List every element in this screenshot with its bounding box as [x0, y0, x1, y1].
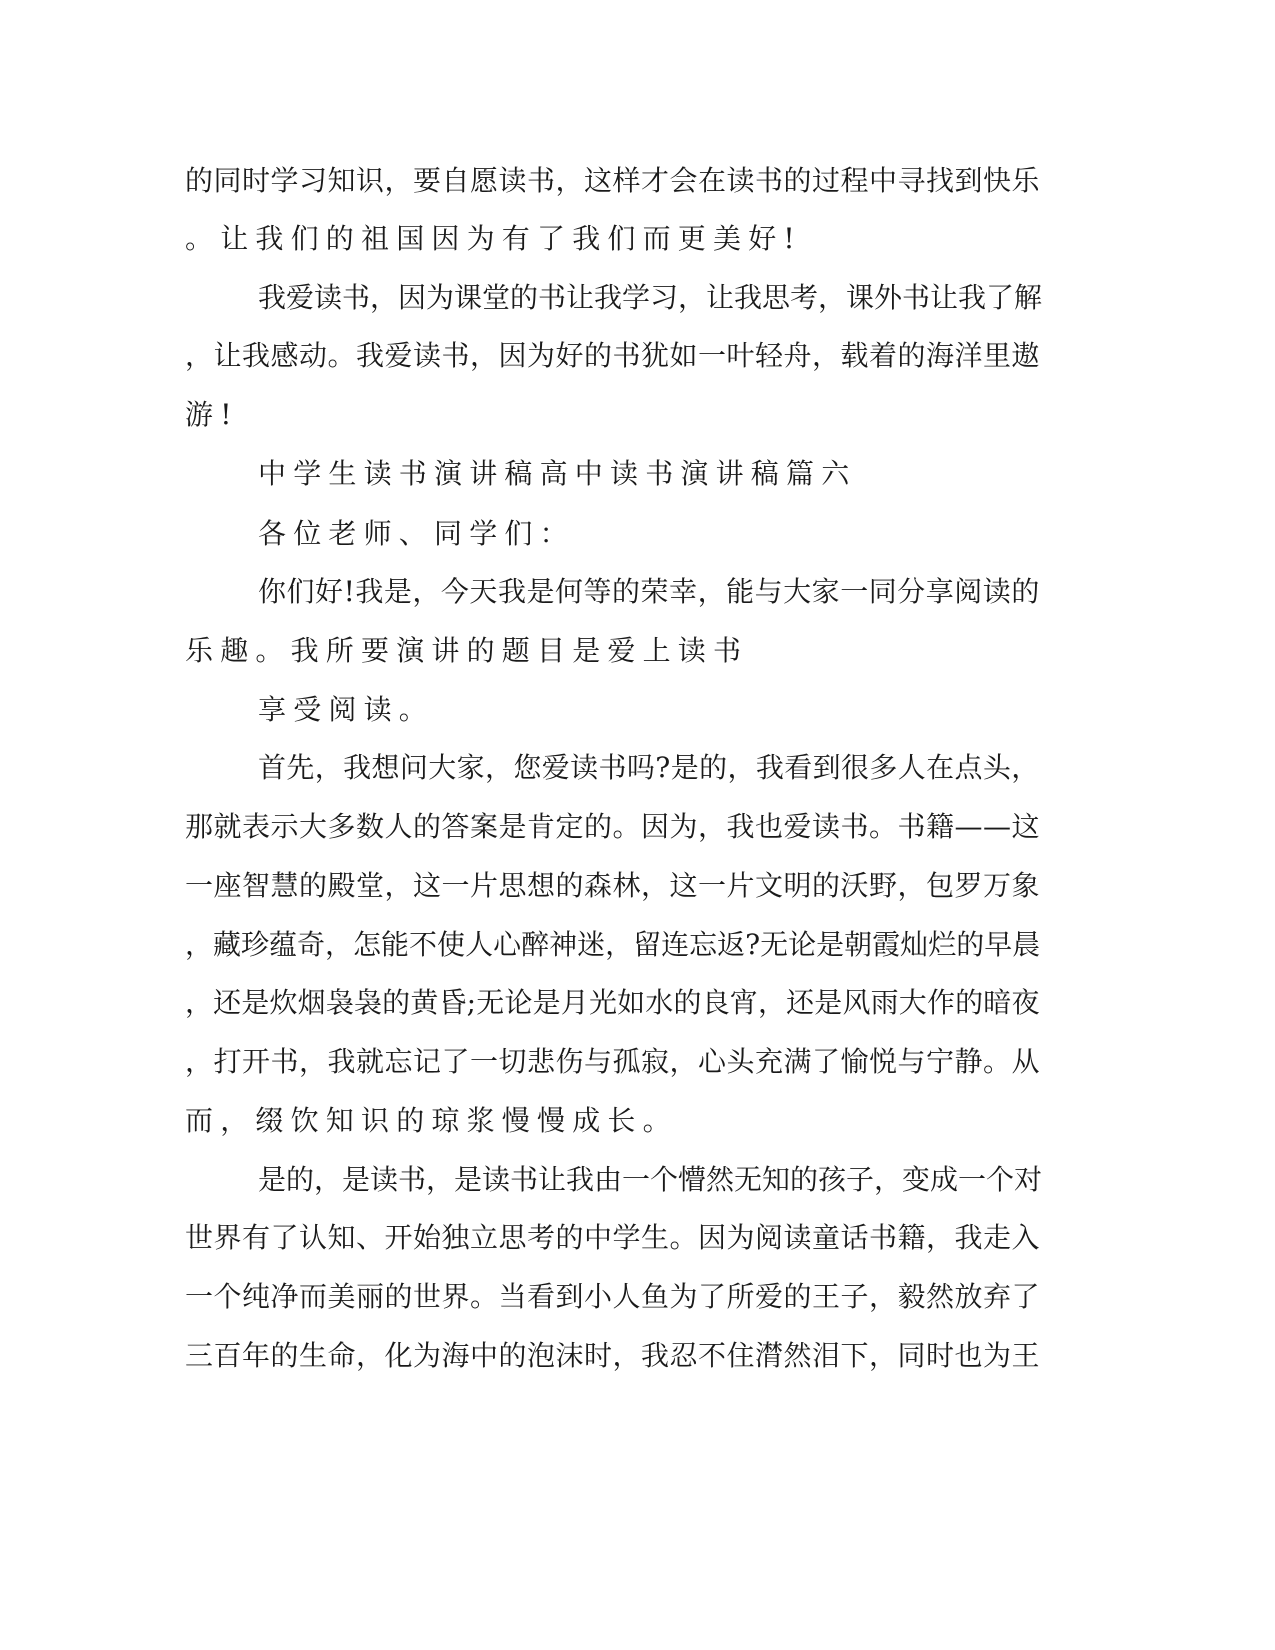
- text-line: 你们好!我是，今天我是何等的荣幸，能与大家一同分享阅读的: [258, 575, 1040, 608]
- text-line: 首先，我想问大家，您爱读书吗?是的，我看到很多人在点头，: [258, 751, 1040, 784]
- text-line: 。让我们的祖国因为有了我们而更美好!: [185, 222, 802, 255]
- text-line: 一个纯净而美丽的世界。当看到小人鱼为了所爱的王子，毅然放弃了: [185, 1280, 1041, 1313]
- text-line: ，还是炊烟袅袅的黄昏;无论是月光如水的良宵，还是风雨大作的暗夜: [185, 986, 1040, 1019]
- text-line: ，打开书，我就忘记了一切悲伤与孤寂，心头充满了愉悦与宁静。从: [185, 1045, 1041, 1078]
- text-line: 世界有了认知、开始独立思考的中学生。因为阅读童话书籍，我走入: [185, 1221, 1041, 1254]
- text-line: 的同时学习知识，要自愿读书，这样才会在读书的过程中寻找到快乐: [185, 164, 1041, 197]
- text-line: 乐趣。我所要演讲的题目是爱上读书: [185, 634, 749, 667]
- salutation: 各位老师、同学们：: [258, 517, 575, 550]
- text-line: 是的，是读书，是读书让我由一个懵然无知的孩子，变成一个对: [258, 1163, 1043, 1196]
- text-line: 那就表示大多数人的答案是肯定的。因为，我也爱读书。书籍——这: [185, 810, 1041, 843]
- text-line: 享受阅读。: [258, 693, 435, 726]
- text-line: 我爱读书，因为课堂的书让我学习，让我思考，课外书让我了解: [258, 281, 1043, 314]
- text-line: ，让我感动。我爱读书，因为好的书犹如一叶轻舟，载着的海洋里遨: [185, 339, 1041, 372]
- text-line: ，藏珍蕴奇，怎能不使人心醉神迷，留连忘返?无论是朝霞灿烂的早晨: [185, 928, 1041, 961]
- text-line: 三百年的生命，化为海中的泡沫时，我忍不住潸然泪下，同时也为王: [185, 1339, 1041, 1372]
- text-line: 游!: [185, 398, 239, 431]
- section-heading: 中学生读书演讲稿高中读书演讲稿篇六: [258, 457, 857, 490]
- text-line: 一座智慧的殿堂，这一片思想的森林，这一片文明的沃野，包罗万象: [185, 869, 1041, 902]
- text-line: 而，缀饮知识的琼浆慢慢成长。: [185, 1104, 678, 1137]
